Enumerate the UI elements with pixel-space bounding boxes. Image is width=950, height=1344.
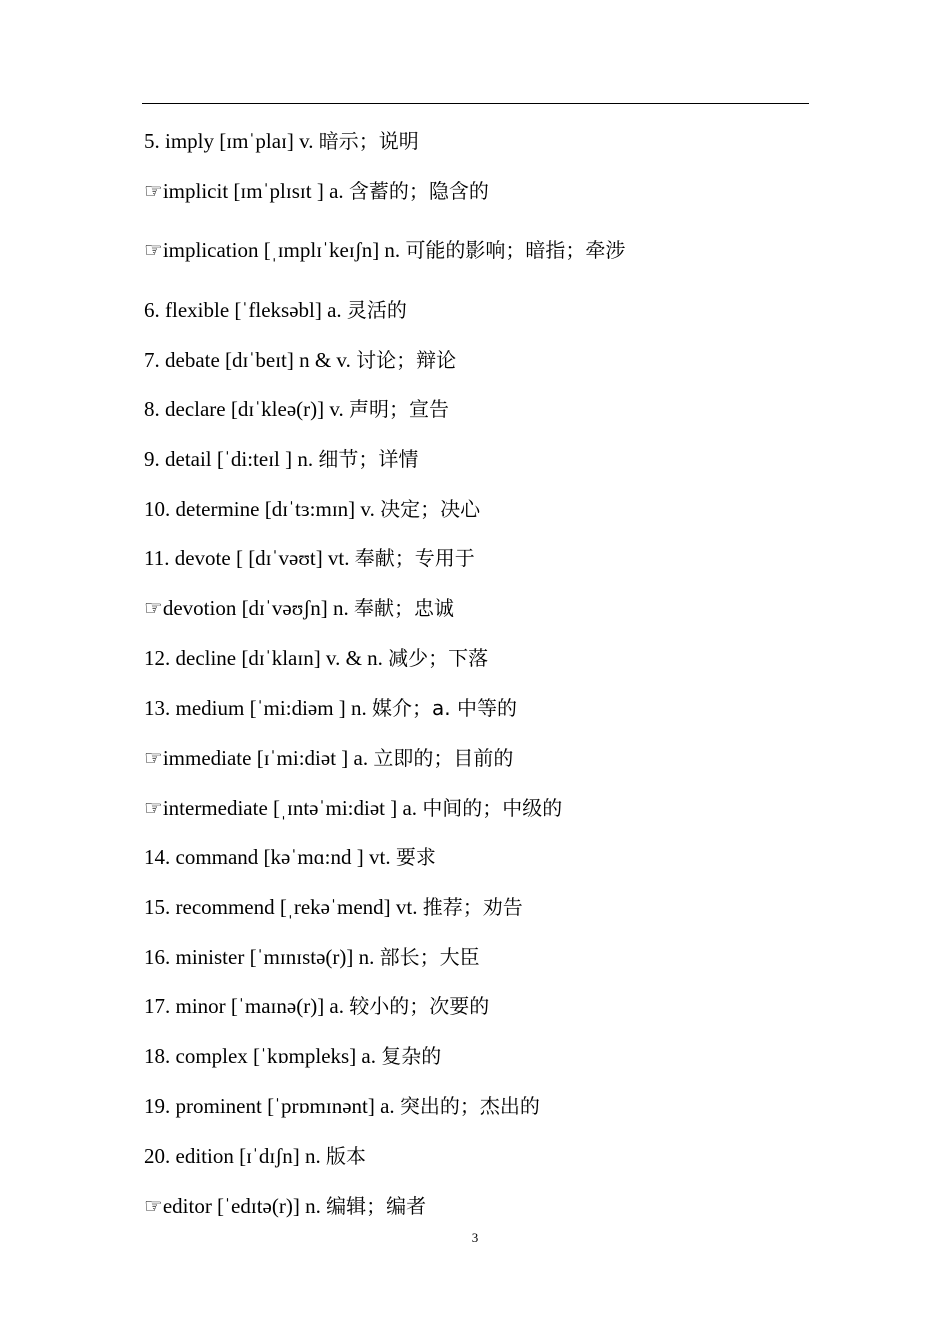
vocab-entry: [144, 991, 489, 1021]
entry-english: 9. detail [ˈdi:teɪl ] n.: [144, 447, 314, 471]
entry-chinese: 较小的；次要的: [349, 994, 490, 1018]
entry-english: 14. command [kəˈmɑ:nd ] vt.: [144, 845, 391, 869]
vocab-entry: [144, 295, 407, 325]
entry-english: 15. recommend [ˌrekəˈmend] vt.: [144, 895, 418, 919]
vocab-entry: [144, 593, 454, 623]
entry-english: 17. minor [ˈmaɪnə(r)] a.: [144, 994, 345, 1018]
vocab-entry: [144, 1041, 441, 1071]
entry-chinese: 细节；详情: [318, 447, 419, 471]
entry-english: ☞editor [ˈedɪtə(r)] n.: [144, 1194, 321, 1218]
entry-english: 16. minister [ˈmɪnɪstə(r)] n.: [144, 945, 375, 969]
entry-chinese: 减少；下落: [388, 646, 489, 670]
entry-chinese: 媒介；a. 中等的: [372, 696, 518, 720]
entry-chinese: 奉献；忠诚: [353, 596, 454, 620]
vocab-entry: [144, 176, 489, 206]
entry-chinese: 复杂的: [381, 1044, 442, 1068]
entry-english: 11. devote [ [dɪˈvəʊt] vt.: [144, 546, 350, 570]
vocab-entry: [144, 643, 488, 673]
vocab-entry: [144, 444, 418, 474]
entry-english: 19. prominent [ˈprɒmɪnənt] a.: [144, 1094, 395, 1118]
vocab-entry: [144, 942, 480, 972]
entry-chinese: 编辑；编者: [326, 1194, 427, 1218]
entry-chinese: 含蓄的；隐含的: [348, 179, 489, 203]
entry-english: 20. edition [ɪˈdɪʃn] n.: [144, 1144, 321, 1168]
vocab-entry: [144, 494, 480, 524]
entry-chinese: 决定；决心: [380, 497, 481, 521]
entry-english: ☞immediate [ɪˈmi:diət ] a.: [144, 746, 369, 770]
entry-chinese: 立即的；目前的: [373, 746, 514, 770]
vocab-entry: [144, 345, 456, 375]
entry-chinese: 声明；宣告: [349, 397, 450, 421]
entry-english: ☞devotion [dɪˈvəʊʃn] n.: [144, 596, 349, 620]
entry-english: 18. complex [ˈkɒmpleks] a.: [144, 1044, 377, 1068]
entry-english: 5. imply [ɪmˈplaɪ] v.: [144, 129, 314, 153]
entry-chinese: 可能的影响；暗指；牵涉: [405, 238, 626, 262]
vocab-entry: [144, 693, 517, 723]
entry-english: 8. declare [dɪˈkleə(r)] v.: [144, 397, 344, 421]
vocab-entry: [144, 743, 513, 773]
entry-english: ☞intermediate [ˌɪntəˈmi:diət ] a.: [144, 796, 418, 820]
vocab-entry: [144, 892, 523, 922]
entry-english: 6. flexible [ˈfleksəbl] a.: [144, 298, 342, 322]
vocab-entry: [144, 842, 436, 872]
entry-chinese: 突出的；杰出的: [399, 1094, 540, 1118]
entry-english: ☞implication [ˌɪmplɪˈkeɪʃn] n.: [144, 238, 401, 262]
entry-english: 10. determine [dɪˈtɜ:mɪn] v.: [144, 497, 375, 521]
header-rule: [142, 103, 809, 104]
vocab-entry: [144, 394, 449, 424]
entry-english: 7. debate [dɪˈbeɪt] n & v.: [144, 348, 351, 372]
page-number: 3: [471, 1230, 479, 1245]
entry-chinese: 部长；大臣: [379, 945, 480, 969]
entry-chinese: 灵活的: [346, 298, 407, 322]
entry-english: ☞implicit [ɪmˈplɪsɪt ] a.: [144, 179, 344, 203]
vocab-entry: [144, 1191, 426, 1221]
entry-chinese: 要求: [395, 845, 436, 869]
entry-chinese: 中间的；中级的: [422, 796, 563, 820]
entry-chinese: 讨论；辩论: [356, 348, 457, 372]
vocab-entry: [144, 1141, 366, 1171]
entry-english: 13. medium [ˈmi:diəm ] n.: [144, 696, 367, 720]
vocab-entry: [144, 1091, 540, 1121]
entry-chinese: 暗示；说明: [318, 129, 419, 153]
vocab-entry: [144, 235, 625, 265]
vocab-entry: [144, 543, 475, 573]
vocab-entry: [144, 793, 562, 823]
entry-chinese: 版本: [325, 1144, 366, 1168]
entry-english: 12. decline [dɪˈklaɪn] v. & n.: [144, 646, 383, 670]
entry-chinese: 奉献；专用于: [354, 546, 475, 570]
vocab-entry: [144, 126, 419, 156]
entry-chinese: 推荐；劝告: [422, 895, 523, 919]
